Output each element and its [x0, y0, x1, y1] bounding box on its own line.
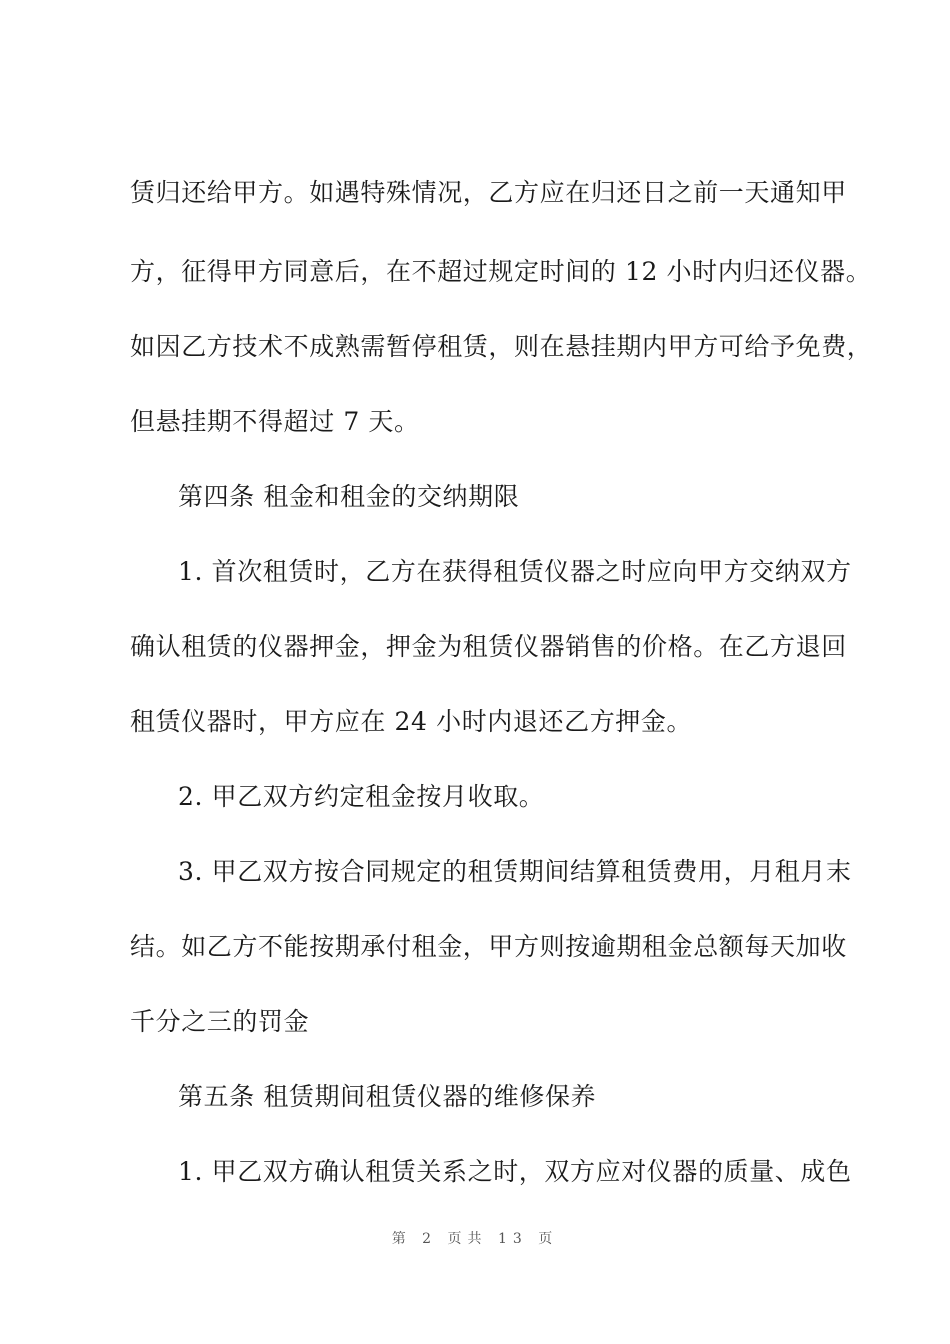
section-heading: 第四条 租金和租金的交纳期限	[178, 482, 520, 511]
section-heading: 第五条 租赁期间租赁仪器的维修保养	[178, 1082, 597, 1111]
paragraph-line: 千分之三的罚金	[130, 1007, 310, 1036]
page-number-footer: 第 2 页共 13 页	[391, 1231, 559, 1247]
paragraph-line: 确认租赁的仪器押金，押金为租赁仪器销售的价格。在乙方退回	[130, 632, 847, 661]
paragraph-line: 如因乙方技术不成熟需暂停租赁，则在悬挂期内甲方可给予免费，	[130, 332, 873, 361]
paragraph-line: 2. 甲乙双方约定租金按月收取。	[178, 782, 545, 811]
paragraph-line: 1. 甲乙双方确认租赁关系之时，双方应对仪器的质量、成色	[178, 1157, 852, 1186]
paragraph-line: 赁归还给甲方。如遇特殊情况，乙方应在归还日之前一天通知甲	[130, 178, 847, 207]
paragraph-line: 1. 首次租赁时，乙方在获得租赁仪器之时应向甲方交纳双方	[178, 557, 852, 586]
paragraph-line: 3. 甲乙双方按合同规定的租赁期间结算租赁费用，月租月末	[178, 857, 852, 886]
paragraph-line: 租赁仪器时，甲方应在 24 小时内退还乙方押金。	[130, 707, 693, 736]
paragraph-line: 结。如乙方不能按期承付租金，甲方则按逾期租金总额每天加收	[130, 932, 847, 961]
paragraph-line: 但悬挂期不得超过 7 天。	[130, 407, 420, 436]
paragraph-line: 方，征得甲方同意后，在不超过规定时间的 12 小时内归还仪器。	[130, 257, 872, 286]
